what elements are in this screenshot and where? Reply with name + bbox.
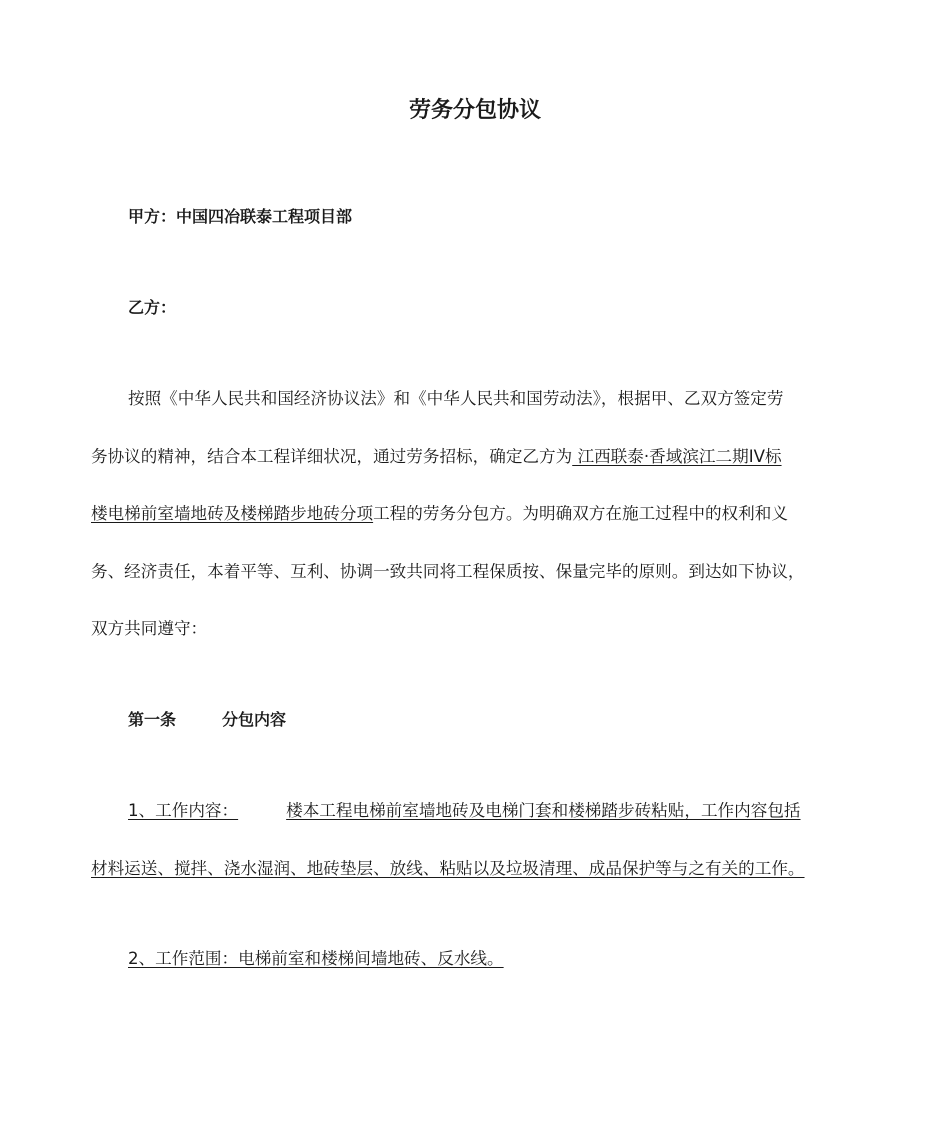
intro-line-2 — [91, 443, 782, 467]
party-b: 乙方： — [128, 298, 177, 317]
intro-line-3 — [91, 500, 788, 524]
intro-line-5: 双方共同遵守： — [91, 619, 208, 638]
intro-line-3-text: 工程的劳务分包方。为明确双方在施工过程中的权利和义 — [373, 504, 788, 523]
item-2: 2、工作范围：电梯前室和楼梯间墙地砖、反水线。 — [128, 949, 504, 968]
project-scope-underlined: 楼电梯前室墙地砖及楼梯踏步地砖分项 — [91, 504, 374, 523]
intro-line-1: 按照《中华人民共和国经济协议法》和《中华人民共和国劳动法》，根据甲、乙双方签定劳 — [128, 389, 784, 408]
article-1-number: 第一条 — [128, 710, 177, 729]
item-1-line-2: 材料运送、搅拌、浇水湿润、地砖垫层、放线、粘贴以及垃圾清理、成品保护等与之有关的工作。 — [91, 859, 805, 878]
intro-line-4: 务、经济责任，本着平等、互利、协调一致共同将工程保质按、保量完毕的原则。到达如下协议， — [91, 562, 805, 581]
article-1-heading — [128, 707, 286, 730]
intro-line-2-text: 务协议的精神，结合本工程详细状况，通过劳务招标，确定乙方为 — [91, 447, 573, 466]
project-name-underlined: 江西联泰·香域滨江二期IV标 — [572, 447, 782, 466]
item-1-line-1 — [128, 797, 801, 821]
party-a: 甲方：中国四冶联泰工程项目部 — [128, 207, 353, 226]
document-title: 劳务分包协议 — [408, 98, 541, 123]
item-1-label: 1、工作内容： — [128, 801, 239, 820]
article-1-title: 分包内容 — [222, 710, 287, 729]
item-1-text: 楼本工程电梯前室墙地砖及电梯门套和楼梯踏步砖粘贴，工作内容包括 — [286, 801, 801, 820]
